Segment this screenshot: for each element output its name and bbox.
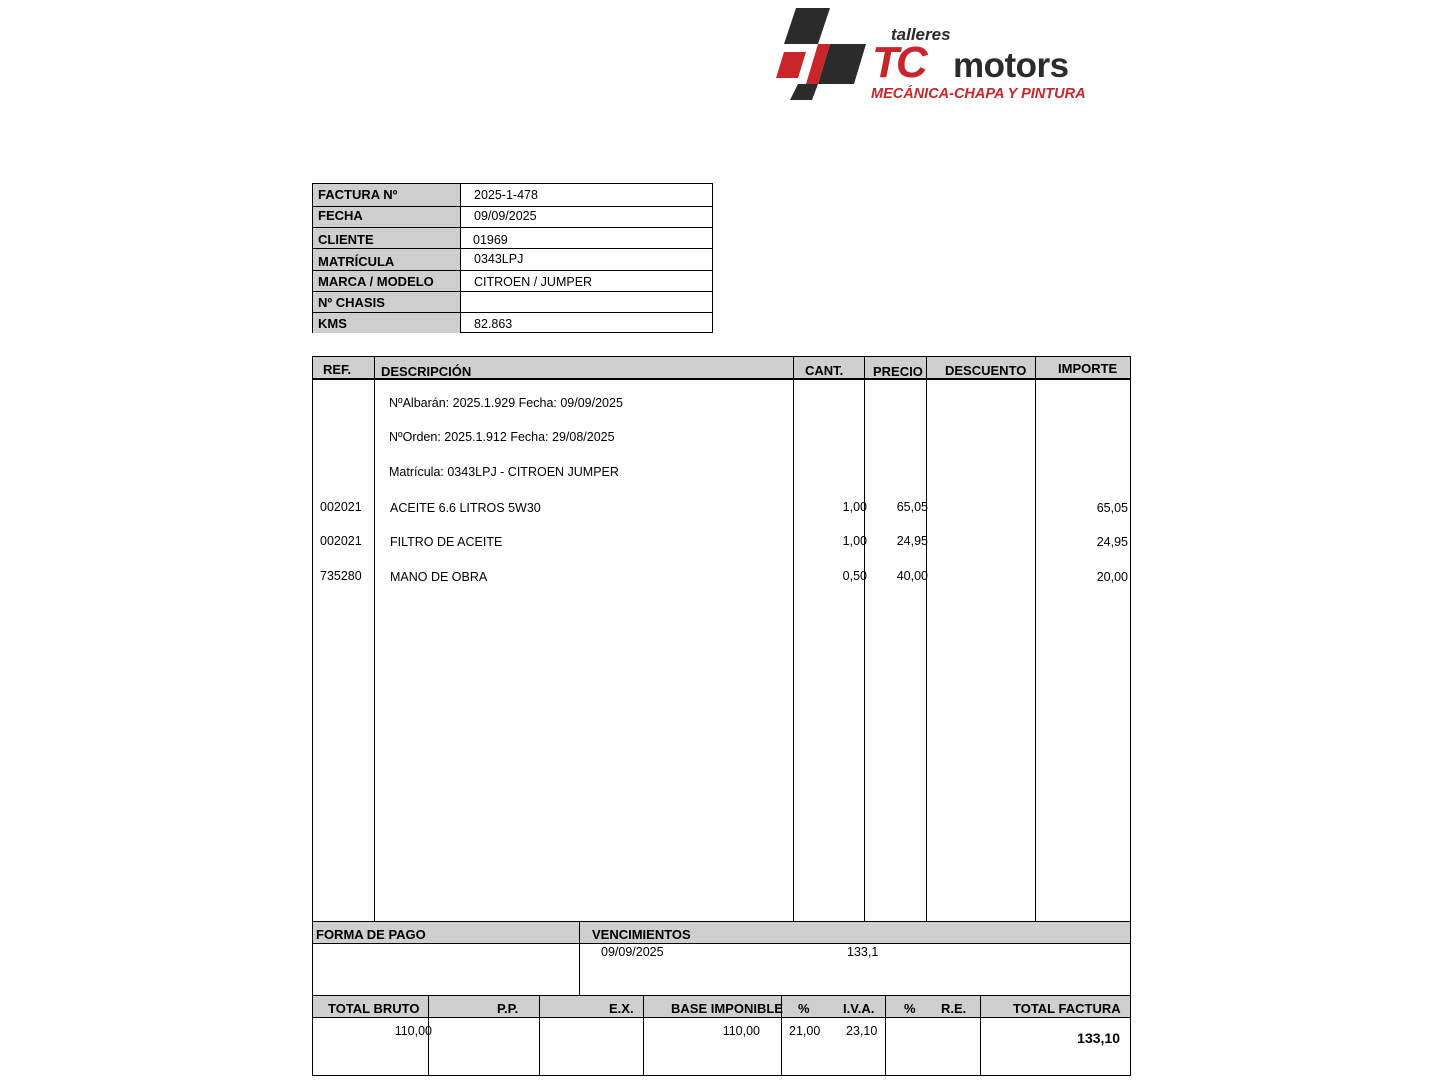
pct-iva-label: %: [798, 1001, 810, 1016]
row-descripcion: MANO DE OBRA: [390, 570, 488, 584]
column-divider: [926, 357, 927, 921]
header-row-marca-modelo: [313, 270, 712, 292]
header-value: 0343LPJ: [474, 252, 524, 266]
pp-label: P.P.: [497, 1001, 519, 1016]
column-divider: [793, 357, 794, 921]
vencimiento-date: 09/09/2025: [601, 945, 664, 959]
logo-talleres: talleres: [891, 25, 951, 44]
column-divider: [864, 357, 865, 921]
col-header-descuento: DESCUENTO: [945, 363, 1027, 378]
row-descripcion: ACEITE 6.6 LITROS 5W30: [390, 501, 541, 515]
note-albaran: NºAlbarán: 2025.1.929 Fecha: 09/09/2025: [389, 396, 623, 410]
header-row-kms: [313, 312, 712, 333]
header-value: 09/09/2025: [474, 209, 537, 223]
note-matricula: Matrícula: 0343LPJ - CITROEN JUMPER: [389, 465, 619, 479]
payment-header: [313, 922, 1130, 944]
row-importe: 20,00: [1096, 570, 1128, 584]
header-label: KMS: [313, 313, 461, 333]
logo-subtitle: MECÁNICA-CHAPA Y PINTURA: [871, 86, 1086, 102]
row-precio: 65,05: [896, 500, 928, 514]
pct-iva-value: 21,00: [789, 1024, 821, 1038]
row-ref: 002021: [320, 500, 362, 514]
header-row-factura: [313, 184, 712, 206]
col-header-importe: IMPORTE: [1058, 361, 1118, 376]
total-factura-value: 133,10: [1077, 1030, 1120, 1046]
column-divider: [539, 996, 540, 1075]
row-importe: 24,95: [1096, 535, 1128, 549]
column-divider: [374, 357, 375, 921]
logo-tc: TC: [872, 38, 925, 87]
row-cant: 0,50: [842, 569, 867, 583]
vencimiento-amount: 133,1: [847, 945, 879, 959]
col-header-descripcion: DESCRIPCIÓN: [381, 364, 472, 379]
header-row-fecha: [313, 206, 712, 228]
header-value: CITROEN / JUMPER: [474, 275, 593, 289]
header-label: MARCA / MODELO: [313, 271, 461, 292]
header-row-matricula: [313, 248, 712, 271]
column-divider: [885, 996, 886, 1075]
header-value: 2025-1-478: [474, 188, 538, 202]
invoice-header-table: [312, 183, 713, 333]
col-header-precio: PRECIO: [873, 364, 923, 379]
total-bruto-label: TOTAL BRUTO: [328, 1001, 420, 1016]
header-label: MATRÍCULA: [313, 249, 461, 271]
row-importe: 65,05: [1096, 501, 1128, 515]
row-precio: 40,00: [896, 569, 928, 583]
re-label: R.E.: [941, 1001, 967, 1016]
header-row-cliente: [313, 227, 712, 249]
row-cant: 1,00: [842, 534, 867, 548]
total-bruto-value: 110,00: [394, 1024, 432, 1038]
note-orden: NºOrden: 2025.1.912 Fecha: 29/08/2025: [389, 430, 615, 444]
header-value: 01969: [473, 233, 508, 247]
column-divider: [1035, 357, 1036, 921]
header-row-chasis: [313, 291, 712, 313]
base-imponible-value: 110,00: [722, 1024, 760, 1038]
header-label: FECHA: [313, 207, 461, 228]
row-ref: 735280: [320, 569, 362, 583]
vencimientos-label: VENCIMIENTOS: [592, 927, 691, 942]
iva-value: 23,10: [846, 1024, 878, 1038]
col-header-cant: CANT.: [805, 363, 844, 378]
pct-re-label: %: [904, 1001, 916, 1016]
header-label: FACTURA Nº: [313, 184, 461, 206]
payment-section: [312, 921, 1131, 996]
header-value: 82.863: [474, 317, 513, 331]
total-factura-label: TOTAL FACTURA: [1013, 1001, 1121, 1016]
col-header-ref: REF.: [323, 362, 352, 377]
row-descripcion: FILTRO DE ACEITE: [390, 535, 503, 549]
row-cant: 1,00: [842, 500, 867, 514]
row-ref: 002021: [320, 534, 362, 548]
row-precio: 24,95: [896, 534, 928, 548]
ex-label: E.X.: [609, 1001, 634, 1016]
forma-pago-label: FORMA DE PAGO: [316, 927, 426, 942]
header-label: CLIENTE: [313, 228, 461, 249]
base-imponible-label: BASE IMPONIBLE: [671, 1001, 783, 1016]
totals-section: [312, 995, 1131, 1076]
logo-motors: motors: [953, 46, 1069, 85]
column-divider: [579, 922, 580, 995]
header-label: Nº CHASIS: [313, 292, 461, 313]
items-table: [312, 356, 1131, 922]
iva-label: I.V.A.: [843, 1001, 875, 1016]
